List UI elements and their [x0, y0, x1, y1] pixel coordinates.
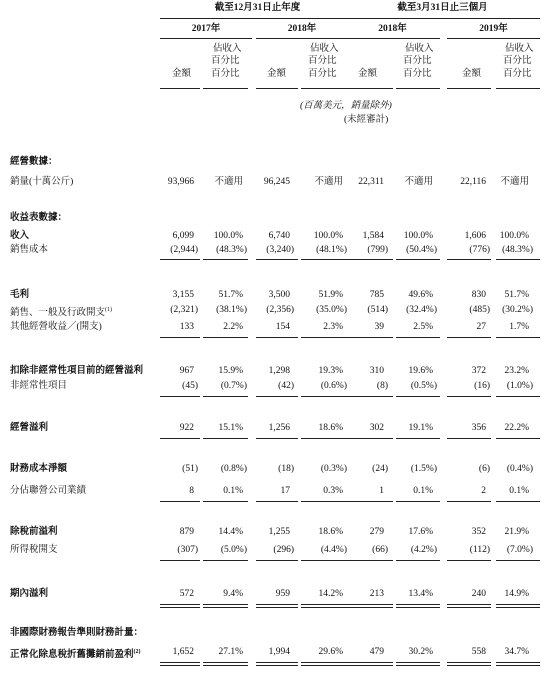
divider: [203, 604, 248, 608]
row-label: 扣除非經常性項目前的經營溢利: [10, 366, 144, 376]
percent-cell: 100.0%: [499, 231, 529, 241]
divider: [301, 604, 349, 608]
divider: [160, 560, 200, 561]
divider: [496, 662, 540, 666]
pct-header: 百分比: [308, 56, 337, 66]
divider: [345, 662, 393, 666]
amount-cell: 96,245: [263, 177, 290, 187]
amount-cell: 352: [471, 527, 486, 537]
divider: [396, 604, 440, 608]
divider: [496, 560, 540, 561]
row-label: 毛利: [10, 290, 30, 300]
divider: [256, 438, 298, 439]
divider: [256, 337, 298, 338]
pct-header: 佔收入: [213, 44, 242, 54]
divider: [345, 604, 393, 608]
percent-cell: 30.2%: [408, 647, 433, 657]
amount-cell: (6): [478, 464, 490, 474]
percent-cell: 19.6%: [408, 366, 433, 376]
row-label: 期內溢利: [10, 589, 49, 599]
divider: [496, 501, 540, 502]
amount-cell: 240: [471, 589, 486, 599]
divider: [345, 501, 393, 502]
amount-cell: 2: [481, 486, 486, 496]
percent-cell: 100.0%: [313, 231, 343, 241]
amount-cell: 572: [179, 589, 194, 599]
divider: [301, 501, 349, 502]
divider: [256, 259, 298, 260]
amount-cell: (66): [372, 545, 388, 555]
amount-cell: (776): [469, 245, 490, 255]
divider: [203, 337, 248, 338]
amount-cell: (514): [367, 305, 388, 315]
divider: [160, 396, 200, 397]
amount-cell: (2,321): [170, 305, 198, 315]
pct-header: 百分比: [503, 69, 532, 79]
percent-cell: 不適用: [314, 177, 343, 187]
percent-cell: 21.9%: [504, 527, 529, 537]
row-label: 銷售成本: [10, 245, 49, 255]
percent-cell: 100.0%: [403, 231, 433, 241]
divider: [160, 662, 200, 666]
row-label: 銷量(十萬公斤): [10, 177, 74, 187]
divider: [447, 396, 491, 397]
amount-header: 金額: [462, 69, 482, 79]
divider: [447, 38, 540, 39]
percent-cell: (0.7%): [220, 381, 247, 391]
amount-header: 金額: [172, 69, 192, 79]
divider: [496, 337, 540, 338]
percent-cell: (48.3%): [502, 245, 533, 255]
amount-cell: 879: [179, 527, 194, 537]
divider: [447, 88, 491, 89]
amount-cell: 1,584: [362, 231, 384, 241]
amount-cell: 1: [379, 486, 384, 496]
section-title: 非國際財務報告準則財務計量：: [10, 628, 144, 638]
divider: [203, 662, 248, 666]
percent-cell: 19.3%: [318, 366, 343, 376]
percent-cell: 1.7%: [509, 322, 529, 332]
percent-cell: 9.4%: [223, 589, 243, 599]
amount-cell: 3,500: [268, 290, 290, 300]
amount-cell: 279: [369, 527, 384, 537]
divider: [396, 438, 440, 439]
divider: [345, 88, 393, 89]
pct-header: 佔收入: [405, 44, 434, 54]
percent-cell: (0.5%): [410, 381, 437, 391]
amount-cell: 6,099: [172, 231, 194, 241]
divider: [256, 604, 298, 608]
percent-cell: 18.6%: [318, 527, 343, 537]
percent-cell: 0.1%: [223, 486, 243, 496]
divider: [396, 501, 440, 502]
pct-header: 百分比: [503, 56, 532, 66]
percent-cell: 15.9%: [218, 366, 243, 376]
percent-cell: 51.7%: [504, 290, 529, 300]
divider: [345, 560, 393, 561]
pct-header: 百分比: [403, 56, 432, 66]
divider: [203, 259, 248, 260]
section-title: 收益表數據：: [10, 213, 68, 223]
amount-cell: (112): [469, 545, 490, 555]
amount-cell: 3,155: [172, 290, 194, 300]
year-header: 2018年: [287, 24, 317, 34]
percent-cell: (32.4%): [406, 305, 437, 315]
percent-cell: 2.5%: [413, 322, 433, 332]
amount-cell: 154: [275, 322, 290, 332]
amount-cell: 1,652: [172, 647, 194, 657]
amount-cell: 356: [471, 423, 486, 433]
percent-cell: 2.2%: [223, 322, 243, 332]
pct-header: 佔收入: [310, 44, 339, 54]
percent-cell: 29.6%: [318, 647, 343, 657]
percent-cell: 14.2%: [318, 589, 343, 599]
amount-cell: (51): [182, 464, 198, 474]
amount-cell: 1,606: [464, 231, 486, 241]
divider: [345, 396, 393, 397]
percent-cell: (1.0%): [506, 381, 533, 391]
divider: [496, 396, 540, 397]
percent-cell: 49.6%: [408, 290, 433, 300]
amount-cell: (45): [182, 381, 198, 391]
divider: [301, 662, 349, 666]
percent-cell: (48.3%): [216, 245, 247, 255]
divider: [345, 38, 440, 39]
percent-cell: (7.0%): [506, 545, 533, 555]
divider: [256, 88, 298, 89]
percent-cell: 不適用: [500, 177, 529, 187]
year-header: 2018年: [378, 24, 407, 34]
percent-cell: 51.9%: [318, 290, 343, 300]
divider: [496, 259, 540, 260]
amount-cell: 1,255: [268, 527, 290, 537]
percent-cell: (35.0%): [316, 305, 347, 315]
pct-header: 百分比: [211, 69, 240, 79]
divider: [396, 662, 440, 666]
row-label: 除稅前溢利: [10, 527, 58, 537]
percent-cell: 100.0%: [213, 231, 243, 241]
percent-cell: (0.3%): [320, 464, 347, 474]
divider: [160, 259, 200, 260]
amount-cell: 1,994: [268, 647, 290, 657]
divider: [496, 438, 540, 439]
divider: [301, 438, 349, 439]
divider: [447, 337, 491, 338]
amount-cell: 6,740: [268, 231, 290, 241]
divider: [396, 560, 440, 561]
divider: [447, 560, 491, 561]
pct-header: 百分比: [308, 69, 337, 79]
percent-cell: 19.1%: [408, 423, 433, 433]
group-header-quarter: 截至3月31日止三個月: [397, 3, 488, 13]
percent-cell: (48.1%): [316, 245, 347, 255]
amount-cell: 27: [476, 322, 486, 332]
percent-cell: 17.6%: [408, 527, 433, 537]
percent-cell: (0.8%): [220, 464, 247, 474]
divider: [160, 18, 352, 19]
amount-cell: (799): [367, 245, 388, 255]
percent-cell: 23.2%: [504, 366, 529, 376]
percent-cell: 不適用: [404, 177, 433, 187]
divider: [301, 337, 349, 338]
amount-cell: 310: [369, 366, 384, 376]
percent-cell: 14.9%: [504, 589, 529, 599]
group-header-annual: 截至12月31日止年度: [214, 3, 301, 13]
divider: [447, 259, 491, 260]
amount-cell: (42): [278, 381, 294, 391]
percent-cell: (50.4%): [406, 245, 437, 255]
row-label: 其他經營收益／(開支): [10, 322, 102, 332]
row-label: 銷售、一般及行政開支$^{(1)}$: [10, 307, 113, 319]
divider: [345, 438, 393, 439]
divider: [496, 88, 540, 89]
percent-cell: 13.4%: [408, 589, 433, 599]
amount-cell: 1,256: [268, 423, 290, 433]
percent-cell: (4.4%): [320, 545, 347, 555]
divider: [345, 337, 393, 338]
amount-cell: 133: [179, 322, 194, 332]
section-title: 經營數據：: [10, 157, 58, 167]
pct-header: 百分比: [211, 56, 240, 66]
percent-cell: 14.4%: [218, 527, 243, 537]
amount-cell: 1,298: [268, 366, 290, 376]
amount-cell: 830: [471, 290, 486, 300]
percent-cell: 18.6%: [318, 423, 343, 433]
row-label: 經營溢利: [10, 423, 49, 433]
amount-cell: 22,116: [460, 177, 486, 187]
percent-cell: 不適用: [214, 177, 243, 187]
divider: [396, 88, 440, 89]
divider: [256, 396, 298, 397]
divider: [447, 662, 491, 666]
percent-cell: (0.4%): [506, 464, 533, 474]
percent-cell: (1.5%): [410, 464, 437, 474]
footnote-ref: (2): [133, 649, 141, 655]
divider: [301, 560, 349, 561]
amount-cell: 213: [369, 589, 384, 599]
amount-cell: 8: [189, 486, 194, 496]
percent-cell: 0.1%: [509, 486, 529, 496]
amount-cell: 372: [471, 366, 486, 376]
divider: [256, 38, 352, 39]
amount-cell: 785: [369, 290, 384, 300]
amount-cell: (16): [474, 381, 490, 391]
amount-cell: (8): [376, 381, 388, 391]
amount-cell: (3,240): [266, 245, 294, 255]
divider: [203, 396, 248, 397]
percent-cell: 15.1%: [218, 423, 243, 433]
amount-cell: (296): [273, 545, 294, 555]
divider: [203, 560, 248, 561]
divider: [396, 337, 440, 338]
amount-cell: 93,966: [167, 177, 194, 187]
amount-cell: 967: [179, 366, 194, 376]
percent-cell: 34.7%: [504, 647, 529, 657]
divider: [203, 438, 248, 439]
divider: [160, 38, 252, 39]
year-header: 2019年: [479, 24, 508, 34]
divider: [203, 88, 248, 89]
divider: [396, 396, 440, 397]
percent-cell: (0.6%): [320, 381, 347, 391]
amount-cell: 302: [369, 423, 384, 433]
row-label: 正常化除息稅折舊攤銷前盈利$^{(2)}$: [10, 649, 141, 661]
unit-note: (百萬美元，銷量除外): [300, 101, 392, 111]
year-header: 2017年: [191, 24, 221, 34]
divider: [345, 18, 540, 19]
divider: [301, 88, 349, 89]
pct-header: 百分比: [403, 69, 432, 79]
amount-cell: (2,356): [266, 305, 294, 315]
amount-cell: 558: [471, 647, 486, 657]
divider: [447, 501, 491, 502]
divider: [160, 501, 200, 502]
amount-header: 金額: [358, 69, 378, 79]
row-label: 所得稅開支: [10, 545, 58, 555]
divider: [396, 259, 440, 260]
percent-cell: 0.1%: [413, 486, 433, 496]
divider: [160, 438, 200, 439]
amount-cell: (24): [372, 464, 388, 474]
amount-cell: (18): [278, 464, 294, 474]
divider: [203, 501, 248, 502]
amount-cell: (485): [469, 305, 490, 315]
row-label: 財務成本淨額: [10, 464, 68, 474]
percent-cell: 51.7%: [218, 290, 243, 300]
row-label: 非經常性項目: [10, 381, 68, 391]
footnote-ref: (1): [105, 307, 113, 313]
pct-header: 佔收入: [505, 44, 534, 54]
percent-cell: 2.3%: [323, 322, 343, 332]
divider: [256, 501, 298, 502]
divider: [160, 88, 200, 89]
amount-cell: 922: [179, 423, 194, 433]
percent-cell: (30.2%): [502, 305, 533, 315]
divider: [345, 259, 393, 260]
row-label: 分佔聯營公司業績: [10, 486, 87, 496]
divider: [447, 438, 491, 439]
divider: [301, 259, 349, 260]
divider: [256, 662, 298, 666]
divider: [447, 604, 491, 608]
unaudited-note: (未經審計): [344, 115, 389, 125]
amount-header: 金額: [267, 69, 287, 79]
divider: [301, 396, 349, 397]
percent-cell: (4.2%): [410, 545, 437, 555]
divider: [256, 560, 298, 561]
divider: [160, 604, 200, 608]
percent-cell: (5.0%): [220, 545, 247, 555]
divider: [496, 604, 540, 608]
amount-cell: (307): [177, 545, 198, 555]
amount-cell: 959: [275, 589, 290, 599]
row-label: 收入: [10, 231, 30, 241]
amount-cell: 479: [369, 647, 384, 657]
percent-cell: 22.2%: [504, 423, 529, 433]
percent-cell: 27.1%: [218, 647, 243, 657]
divider: [160, 337, 200, 338]
amount-cell: 22,311: [358, 177, 384, 187]
amount-cell: 17: [280, 486, 290, 496]
percent-cell: 0.3%: [323, 486, 343, 496]
amount-cell: (2,944): [170, 245, 198, 255]
amount-cell: 39: [374, 322, 384, 332]
percent-cell: (38.1%): [216, 305, 247, 315]
